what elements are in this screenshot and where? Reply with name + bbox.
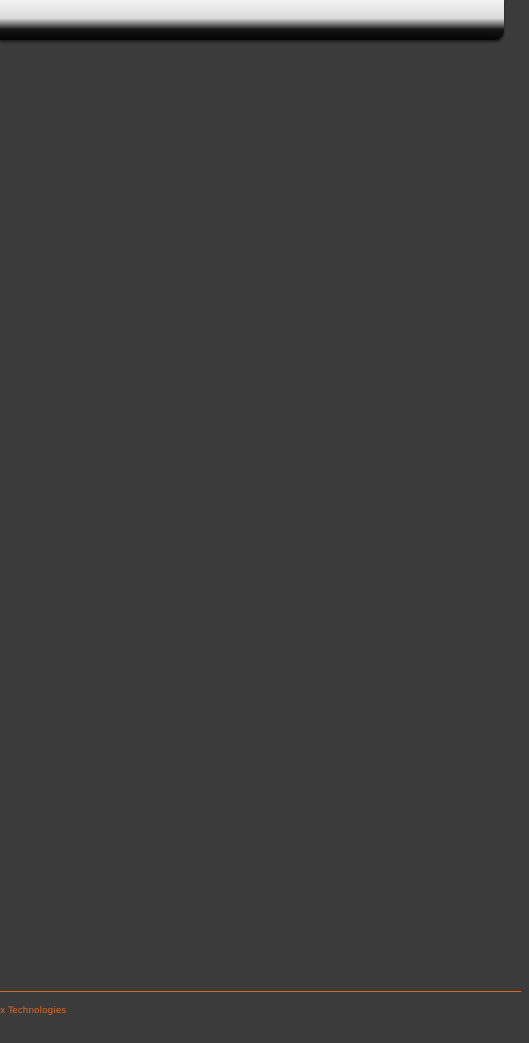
footer-copyright: x Technologies — [0, 1006, 67, 1016]
footer-divider — [0, 991, 521, 992]
top-header-bar — [0, 0, 504, 40]
